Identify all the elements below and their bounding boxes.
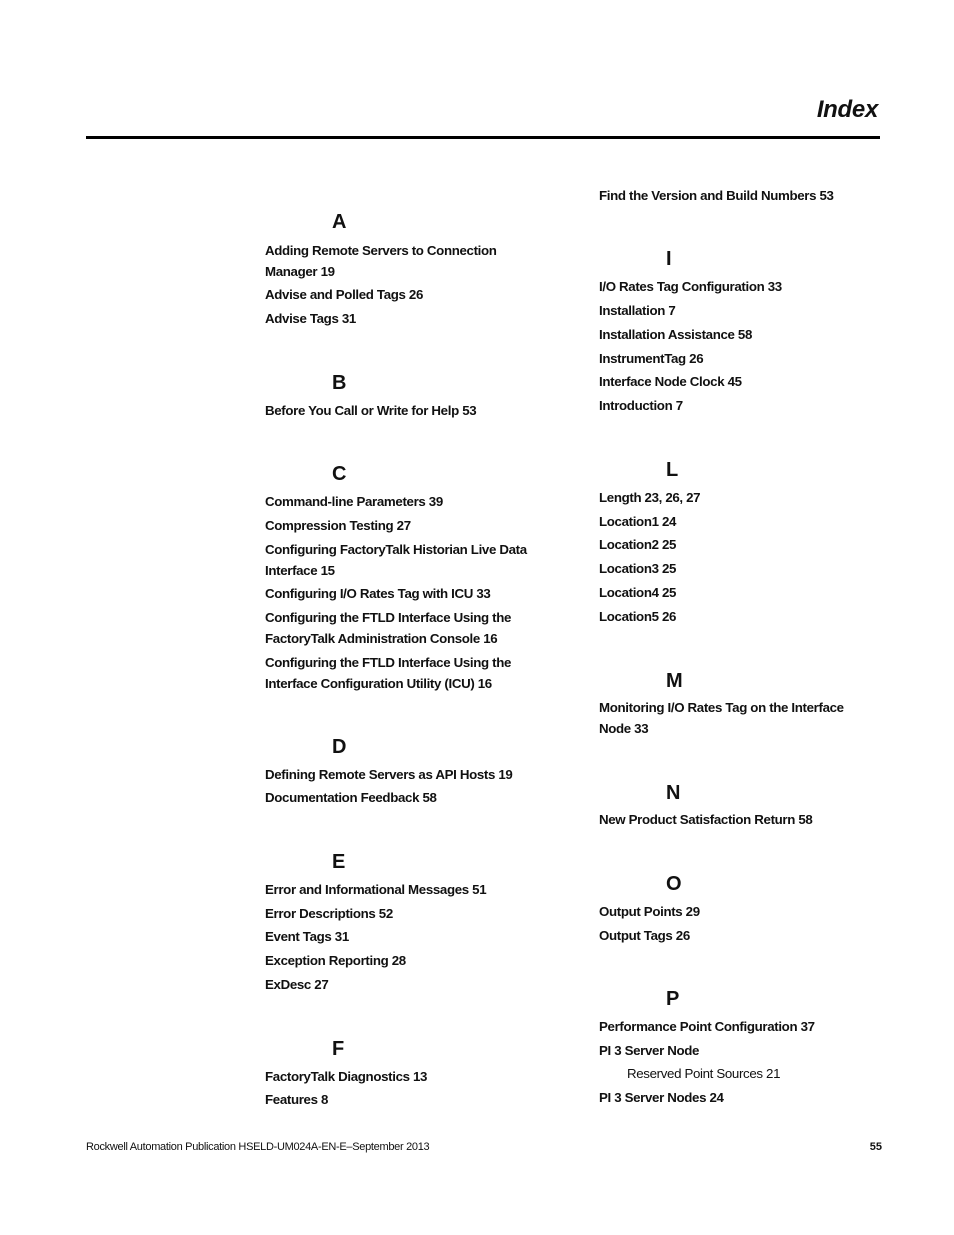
index-entry: PI 3 Server Node [599, 1043, 700, 1058]
section-letter-o: O [666, 873, 682, 895]
index-entry: Location2 25 [599, 537, 677, 552]
index-entry: Configuring FactoryTalk Historian Live Data Interface 15 [265, 542, 527, 578]
page-title: Index [816, 96, 878, 123]
index-entry: Location1 24 [599, 514, 677, 529]
index-entry: I/O Rates Tag Configuration 33 [599, 279, 782, 294]
index-entry: ExDesc 27 [265, 977, 329, 992]
index-entry: PI 3 Server Nodes 24 [599, 1090, 724, 1105]
index-entry: Location3 25 [599, 561, 677, 576]
index-entry: Output Tags 26 [599, 928, 690, 943]
footer-page-number: 55 [869, 1141, 882, 1153]
section-letter-d: D [332, 736, 347, 758]
section-letter-e: E [332, 851, 346, 873]
index-entry: Find the Version and Build Numbers 53 [599, 188, 834, 203]
index-entry: Error Descriptions 52 [265, 906, 393, 921]
section-letter-i: I [666, 248, 672, 270]
index-entry: Location4 25 [599, 585, 677, 600]
section-letter-m: M [666, 670, 683, 692]
index-entry: Advise Tags 31 [265, 311, 356, 326]
section-letter-f: F [332, 1038, 345, 1060]
section-letter-b: B [332, 372, 347, 394]
index-entry: Length 23, 26, 27 [599, 490, 701, 505]
index-entry: Adding Remote Servers to Connection Manager 19 [265, 243, 497, 279]
index-entry: Monitoring I/O Rates Tag on the Interface Node 33 [599, 700, 844, 736]
section-letter-c: C [332, 463, 347, 485]
index-entry: Configuring I/O Rates Tag with ICU 33 [265, 586, 491, 601]
index-entry: Documentation Feedback 58 [265, 790, 437, 805]
index-entry: Installation 7 [599, 303, 676, 318]
index-entry: Performance Point Configuration 37 [599, 1019, 815, 1034]
index-entry: Event Tags 31 [265, 929, 349, 944]
index-entry: Features 8 [265, 1092, 329, 1107]
index-entry: Error and Informational Messages 51 [265, 882, 487, 897]
index-entry: Location5 26 [599, 609, 677, 624]
section-letter-p: P [666, 988, 680, 1010]
index-entry: New Product Satisfaction Return 58 [599, 812, 813, 827]
section-letter-n: N [666, 782, 681, 804]
index-entry: Defining Remote Servers as API Hosts 19 [265, 767, 513, 782]
index-entry: Configuring the FTLD Interface Using the Interface Configuration Utility (ICU) 16 [265, 655, 512, 691]
footer-publication: Rockwell Automation Publication HSELD-UM024A-EN-E–September 2013 [86, 1141, 430, 1153]
section-letter-a: A [332, 211, 347, 233]
index-entry: Output Points 29 [599, 904, 700, 919]
index-entry: Exception Reporting 28 [265, 953, 406, 968]
index-entry: Compression Testing 27 [265, 518, 411, 533]
header-rule [86, 136, 880, 139]
index-subentry: Reserved Point Sources 21 [627, 1066, 781, 1081]
index-entry: Introduction 7 [599, 398, 683, 413]
index-entry: Before You Call or Write for Help 53 [265, 403, 477, 418]
index-entry: Advise and Polled Tags 26 [265, 287, 424, 302]
index-entry: Interface Node Clock 45 [599, 374, 742, 389]
index-entry: InstrumentTag 26 [599, 351, 704, 366]
index-entry: Installation Assistance 58 [599, 327, 752, 342]
index-entry: Command-line Parameters 39 [265, 494, 443, 509]
index-entry: Configuring the FTLD Interface Using the FactoryTalk Administration Console 16 [265, 610, 512, 646]
index-entry: FactoryTalk Diagnostics 13 [265, 1069, 428, 1084]
section-letter-l: L [666, 459, 679, 481]
